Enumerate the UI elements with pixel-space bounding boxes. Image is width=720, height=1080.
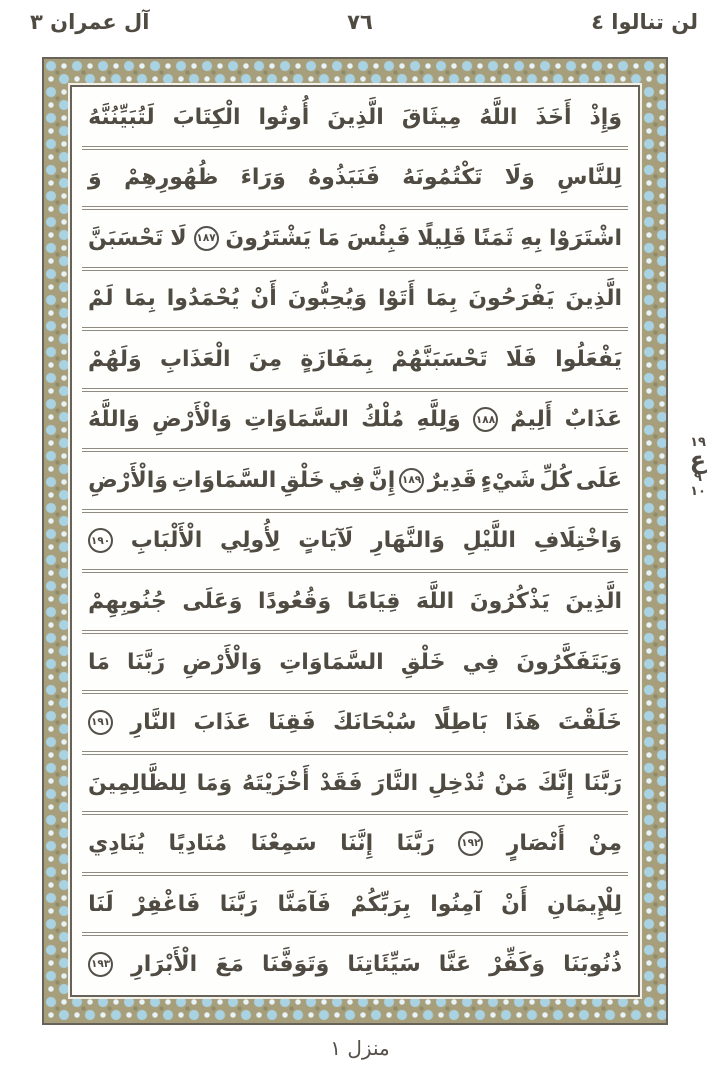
quran-word: اشْتَرَوْا — [548, 225, 622, 251]
quran-word: اللَّهُ — [479, 104, 518, 130]
quran-line — [82, 146, 628, 207]
quran-word: لَتُبَيِّنُنَّهُ — [88, 104, 155, 130]
quran-word: وَاللَّهُ — [88, 407, 140, 433]
ain-ruku-icon: ع — [689, 445, 707, 474]
quran-word: مِنَ — [248, 346, 283, 372]
quran-word: لَنَا — [88, 891, 114, 917]
quran-word: يَفْرَحُونَ — [468, 286, 555, 312]
quran-word: ظُهُورِهِمْ — [124, 165, 219, 191]
quran-line — [82, 630, 628, 691]
quran-word: وَتَوَفَّنَا — [261, 952, 330, 978]
quran-word: وَرَاءَ — [240, 165, 286, 191]
quran-line — [82, 932, 628, 993]
quran-word: بَاطِلًا — [433, 710, 488, 736]
quran-line — [82, 751, 628, 812]
quran-word: لَمْ — [88, 286, 114, 312]
quran-word: وَالْأَرْضِ — [182, 649, 263, 675]
quran-word: إِنَّكَ — [537, 770, 574, 796]
quran-word: وَ — [88, 165, 102, 191]
quran-word: بِرَبِّكُمْ — [350, 891, 411, 917]
quran-word: شَيْءٍ — [480, 467, 536, 493]
quran-word: وَالْأَرْضِ — [88, 467, 168, 493]
quran-word: رَبَّنَا — [219, 891, 258, 917]
quran-word: فَلَا — [505, 346, 537, 372]
quran-word: مَنْ — [494, 770, 528, 796]
quran-word: سُبْحَانَكَ — [333, 710, 417, 736]
quran-line — [82, 811, 628, 872]
quran-word: يَشْتَرُونَ — [225, 225, 312, 251]
quran-word: أَلِيمٌ — [510, 407, 553, 433]
quran-line — [82, 690, 628, 751]
quran-word: تُدْخِلِ — [428, 770, 485, 796]
quran-word: الْأَبْرَارِ — [131, 952, 198, 978]
quran-word: أَخَذَ — [535, 104, 572, 130]
quran-word: فَقِنَا — [268, 710, 316, 736]
quran-word: مَعَ — [215, 952, 244, 978]
quran-line — [82, 327, 628, 388]
quran-word: وَعَلَى — [182, 589, 243, 615]
quran-line — [82, 569, 628, 630]
quran-word: يَفْعَلُوا — [555, 346, 622, 372]
quran-word: إِنَّ — [368, 467, 396, 493]
quran-word: وَلِلَّهِ — [416, 407, 461, 433]
quran-line — [82, 206, 628, 267]
quran-word: وَيُحِبُّونَ — [287, 286, 368, 312]
quran-word: لِأُولِي — [219, 528, 281, 554]
quran-word: هَذَا — [505, 710, 541, 736]
quran-word: وَمَا — [196, 770, 233, 796]
quran-word: مَا — [88, 649, 110, 675]
quran-word: عَنَّا — [438, 952, 472, 978]
quran-word: قَدِيرٌ — [427, 467, 477, 493]
quran-word: تَحْسَبَنَّهُمْ — [391, 346, 488, 372]
quran-word: فَبِئْسَ — [346, 225, 411, 251]
ayah-end-marker: ١٩٠ — [88, 528, 113, 553]
quran-word: أُوتُوا — [258, 104, 310, 130]
quran-word: لِلنَّاسِ — [557, 165, 622, 191]
quran-word: وَإِذْ — [589, 104, 622, 130]
quran-word: السَّمَاوَاتِ — [279, 649, 384, 675]
quran-word: قَلِيلًا — [417, 225, 467, 251]
manzil-footer: منزل ١ — [330, 1036, 390, 1060]
quran-word: أَنْ — [501, 891, 528, 917]
quran-word: سَيِّئَاتِنَا — [347, 952, 421, 978]
quran-word: لِلْإِيمَانِ — [546, 891, 622, 917]
quran-word: وَالنَّهَارِ — [370, 528, 445, 554]
ruku-in-surah-number: ١٩ — [690, 435, 706, 450]
quran-word: الْأَلْبَابِ — [130, 528, 203, 554]
quran-line — [82, 872, 628, 933]
quran-word: لَا — [170, 225, 187, 251]
quran-word: رَبَّنَا — [127, 649, 166, 675]
quran-word: مِيثَاقَ — [401, 104, 462, 130]
quran-word: لِلظَّالِمِينَ — [88, 770, 187, 796]
quran-word: خَلْقِ — [280, 467, 325, 493]
ruku-margin-note — [680, 436, 716, 499]
quran-word: فَآمَنَّا — [277, 891, 331, 917]
quran-word: الَّذِينَ — [565, 286, 622, 312]
quran-word: خَلْقِ — [400, 649, 446, 675]
quran-word: اللَّهَ — [416, 589, 455, 615]
quran-word: مُلْكُ — [361, 407, 405, 433]
quran-word: مَا — [318, 225, 340, 251]
quran-word: تَحْسَبَنَّ — [88, 225, 164, 251]
quran-word: عَلَى — [575, 467, 622, 493]
ayah-end-marker: ١٩٢ — [458, 831, 483, 856]
quran-word: السَّمَاوَاتِ — [244, 407, 349, 433]
quran-word: تَكْتُمُونَهُ — [402, 165, 483, 191]
quran-line — [82, 509, 628, 570]
quran-word: الَّذِينَ — [565, 589, 622, 615]
quran-word: كُلِّ — [539, 467, 572, 493]
quran-line — [82, 448, 628, 509]
quran-word: الْعَذَابِ — [159, 346, 231, 372]
quran-word: خَلَقْتَ — [558, 710, 622, 736]
quran-word: قِيَامًا — [346, 589, 401, 615]
decorative-frame — [42, 57, 668, 1025]
quran-word: السَّمَاوَاتِ — [171, 467, 277, 493]
quran-word: آمِنُوا — [430, 891, 482, 917]
quran-word: اللَّيْلِ — [462, 528, 516, 554]
ayah-end-marker: ١٨٨ — [473, 407, 498, 432]
quran-word: بِمَا — [426, 286, 458, 312]
quran-word: النَّارِ — [130, 710, 177, 736]
quran-word: فَقَدْ — [319, 770, 363, 796]
quran-word: أَنْ — [250, 286, 277, 312]
quran-word: فَاغْفِرْ — [133, 891, 201, 917]
quran-word: فِي — [328, 467, 366, 493]
quran-line — [82, 89, 628, 146]
quran-word: وَقُعُودًا — [258, 589, 332, 615]
quran-word: عَذَابٌ — [564, 407, 622, 433]
quran-word: بِهِ — [520, 225, 543, 251]
quran-word: وَالْأَرْضِ — [152, 407, 232, 433]
quran-word: عَذَابَ — [193, 710, 251, 736]
quran-word: وَلَهُمْ — [88, 346, 142, 372]
quran-word: أَخْزَيْتَهُ — [242, 770, 310, 796]
quran-word: ذُنُوبَنَا — [563, 952, 622, 978]
quran-word: يُنَادِي — [88, 831, 146, 857]
surah-label: آل عمران ٣ — [30, 10, 150, 34]
ayah-end-marker: ١٨٩ — [399, 468, 424, 493]
quran-word: يُحْمَدُوا — [166, 286, 240, 312]
quran-word: مِنْ — [588, 831, 622, 857]
page-number: ٧٦ — [347, 10, 373, 34]
quran-word: ثَمَنًا — [473, 225, 514, 251]
quran-word: مُنَادِيًا — [168, 831, 228, 857]
quran-word: سَمِعْنَا — [250, 831, 317, 857]
ayah-end-marker: ١٩١ — [88, 710, 113, 735]
quran-word: فَنَبَذُوهُ — [308, 165, 380, 191]
quran-word: لَآيَاتٍ — [298, 528, 354, 554]
quran-word: إِنَّنَا — [340, 831, 374, 857]
quran-line — [82, 388, 628, 449]
quran-word: رَبَّنَا — [396, 831, 435, 857]
quran-word: وَلَا — [504, 165, 535, 191]
quran-word: رَبَّنَا — [583, 770, 622, 796]
quran-word: بِمَا — [124, 286, 156, 312]
quran-text-area — [70, 85, 640, 997]
quran-word: النَّارَ — [372, 770, 419, 796]
ruku-in-juz-number: ١٠ — [690, 483, 706, 499]
quran-word: وَاخْتِلَافِ — [533, 528, 622, 554]
quran-word: وَكَفِّرْ — [489, 952, 546, 978]
quran-word: الَّذِينَ — [327, 104, 384, 130]
quran-word: جُنُوبِهِمْ — [88, 589, 167, 615]
quran-word: يَذْكُرُونَ — [469, 589, 550, 615]
ayah-end-marker: ١٩٣ — [88, 952, 113, 977]
juz-label: لن تنالوا ٤ — [591, 10, 698, 34]
quran-word: الْكِتَابَ — [172, 104, 241, 130]
ruku-verse-count: ٩ — [694, 470, 702, 486]
quran-word: وَيَتَفَكَّرُونَ — [516, 649, 622, 675]
quran-word: أَنْصَارٍ — [506, 831, 566, 857]
ayah-end-marker: ١٨٧ — [194, 226, 219, 251]
quran-word: فِي — [462, 649, 500, 675]
quran-line — [82, 267, 628, 328]
quran-word: أَتَوْا — [377, 286, 416, 312]
quran-word: بِمَفَازَةٍ — [300, 346, 374, 372]
